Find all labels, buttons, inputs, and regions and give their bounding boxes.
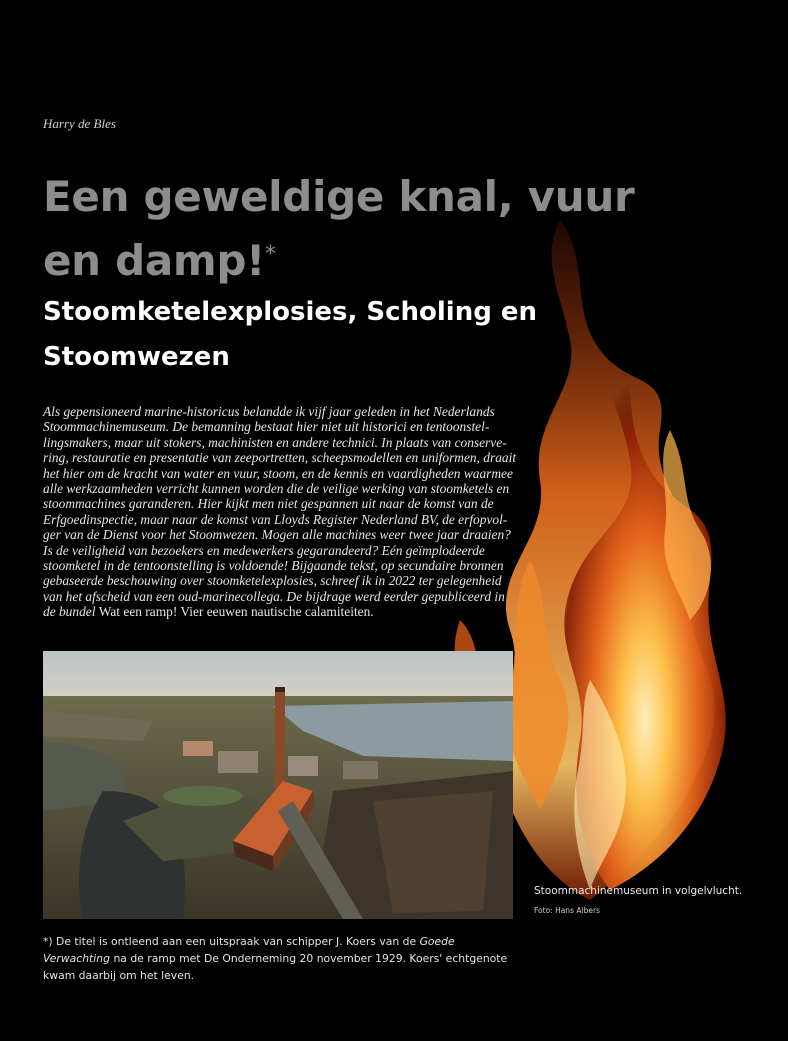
photo-caption: Stoommachinemuseum in volgelvlucht. [534,885,743,897]
museum-aerial-photo [43,651,513,919]
intro-book-title: Wat een ramp! Vier eeuwen nautische calamiteiten. [98,604,374,620]
title-text: Een geweldige knal, vuur en damp! [43,172,635,285]
author-name: Harry de Bles [43,116,116,131]
article-subtitle: Stoomketelexplosies, Scholing en Stoomwezen [43,297,538,372]
intro-text: Als gepensioneerd marine-historicus belandde ik vijf jaar geleden in het Nederlands Stoommachinemuseum. De bemanning bestaat hier niet uit historici en tentoonstel-lingsmakers, maar uit stokers, machinisten en andere technici. In plaats van conserve-ring, restauratie en presentatie van zeeportretten, scheepsmodellen en uniformen, draait het hier om de kracht van water en vuur, stoom, en de kennis en vaardigheden waarmee alle werkzaamheden verricht kunnen worden die de veilige werking van stoomketels en stoommachines garanderen. Hier kijkt men niet gespannen uit naar de komst van de Erfgoedinspectie, maar naar de komst van Lloyds Register Nederland BV, de erfopvol-ger van de Dienst voor het Stoomwezen. Mogen alle machines weer twee jaar draaien? Is de veiligheid van bezoekers en medewerkers gegarandeerd? Eén geïmplodeerde stoomketel in de tentoonstelling is voldoende! Bijgaande tekst, op secundaire bronnen gebaseerde beschouwing over stoomketelexplosies, schreef ik in 2022 ter gelegenheid van het afscheid van een oud-marinecollega. De bijdrage werd eerder gepubliceerd in de bundel [43,404,517,620]
title-footnote [43,933,523,984]
article-title [43,165,643,293]
intro-paragraph [43,404,518,620]
title-footnote-mark: * [265,242,276,267]
photo-credit: Foto: Hans Albers [534,906,600,915]
footnote-text-end: na de ramp met De Onderneming 20 november 1929. Koers' echtgenote kwam daarbij om het leven. [43,952,508,982]
footnote-text-start: *) De titel is ontleend aan een uitspraak van schipper J. Koers van de [43,935,417,948]
footnote-ship-name: Goede Verwachting [43,935,455,965]
